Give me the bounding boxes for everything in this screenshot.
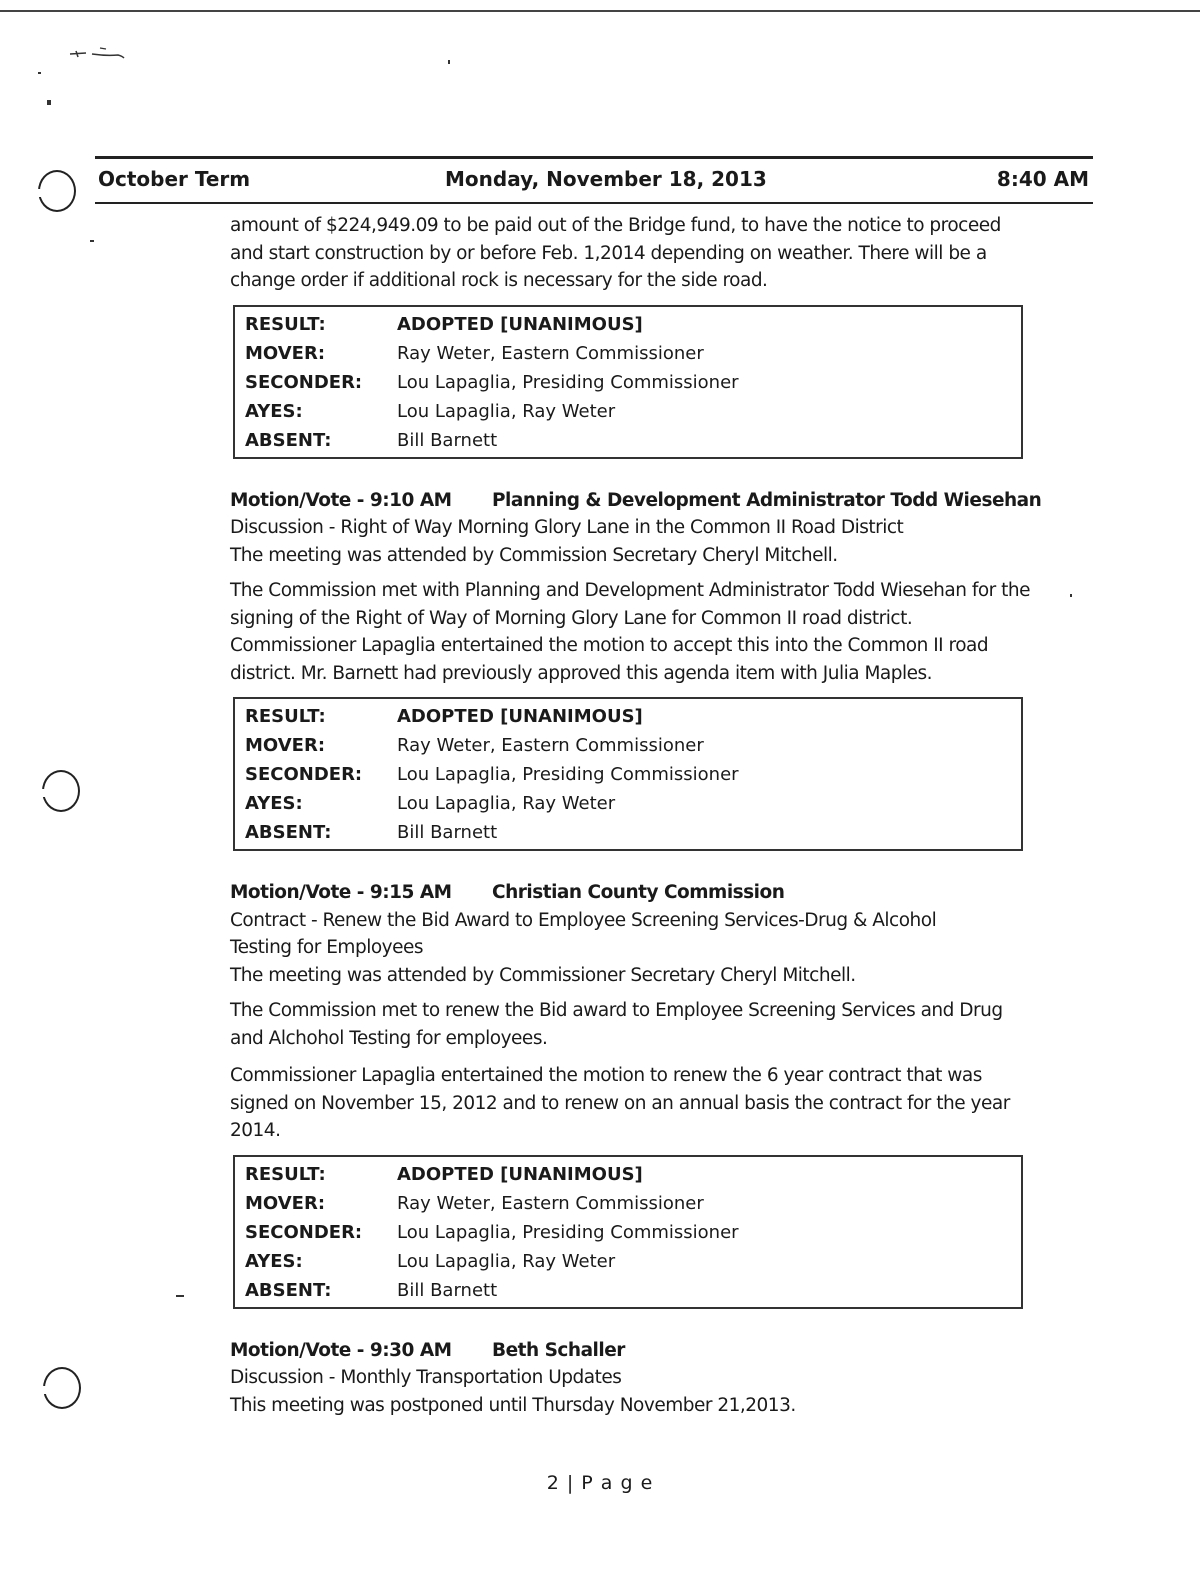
vote-seconder: Lou Lapaglia, Presiding Commissioner [397, 1221, 739, 1243]
scan-speck [38, 72, 41, 74]
scan-speck [47, 100, 51, 105]
vote-mover: Ray Weter, Eastern Commissioner [397, 342, 704, 364]
punch-hole [38, 170, 76, 212]
vote-ayes: Lou Lapaglia, Ray Weter [397, 400, 616, 422]
vote-result: ADOPTED [UNANIMOUS] [397, 313, 643, 335]
vote-table-1 [233, 305, 1023, 459]
motion-topic: Discussion - Right of Way Morning Glory Lane in the Common II Road District [230, 517, 904, 538]
page-header [95, 156, 1093, 204]
vote-seconder: Lou Lapaglia, Presiding Commissioner [397, 371, 739, 393]
vote-seconder: Lou Lapaglia, Presiding Commissioner [397, 764, 739, 785]
page-number: 2 | P a g e [546, 1472, 654, 1494]
vote-ayes: Lou Lapaglia, Ray Weter [397, 793, 616, 814]
vote-mover: Ray Weter, Eastern Commissioner [397, 735, 704, 756]
motion-attendance: This meeting was postponed until Thursday November 21,2013. [230, 1394, 796, 1416]
vote-label: MOVER: [245, 342, 326, 364]
vote-row-seconder [234, 368, 1022, 397]
vote-mover: Ray Weter, Eastern Commissioner [397, 1192, 704, 1214]
vote-row-ayes [234, 397, 1022, 426]
vote-row-mover [234, 1189, 1022, 1218]
vote-label: SECONDER: [245, 1221, 363, 1243]
motion-label: Motion/Vote - 9:10 AM [230, 489, 452, 511]
vote-label: MOVER: [245, 735, 326, 756]
motion-paragraph: The Commission met to renew the Bid award to Employee Screening Services and Drug and Alchohol Testing for employees. [230, 1000, 1003, 1049]
motion-section-1 [230, 487, 1042, 688]
scan-speck [448, 60, 450, 64]
motion-topic: Testing for Employees [230, 937, 423, 958]
vote-row-seconder [234, 760, 1022, 789]
vote-label: MOVER: [245, 1192, 326, 1214]
vote-result: ADOPTED [UNANIMOUS] [397, 1163, 643, 1185]
scan-speck [1070, 594, 1072, 597]
scan-speck [90, 240, 94, 242]
term-label: October Term [98, 167, 251, 191]
vote-label: SECONDER: [245, 371, 363, 393]
motion-presenter: Beth Schaller [492, 1339, 625, 1361]
vote-row-seconder [234, 1218, 1022, 1247]
vote-row-ayes [234, 1247, 1022, 1276]
vote-label: ABSENT: [245, 429, 332, 451]
motion-presenter: Christian County Commission [492, 882, 785, 903]
vote-row-result [234, 698, 1022, 731]
motion-attendance: The meeting was attended by Commissioner Secretary Cheryl Mitchell. [230, 964, 856, 986]
punch-hole [43, 1367, 81, 1409]
vote-label: ABSENT: [245, 1279, 332, 1301]
top-scan-edge [0, 10, 1200, 12]
motion-topic: Contract - Renew the Bid Award to Employee Screening Services-Drug & Alcohol [230, 909, 937, 931]
motion-heading [230, 879, 1030, 907]
motion-attendance: The meeting was attended by Commission Secretary Cheryl Mitchell. [230, 544, 838, 566]
vote-absent: Bill Barnett [397, 429, 498, 451]
vote-label: RESULT: [245, 706, 326, 727]
vote-row-mover [234, 339, 1022, 368]
scan-speck [176, 1295, 184, 1297]
vote-absent: Bill Barnett [397, 822, 498, 843]
motion-heading [230, 1337, 1030, 1365]
motion-section-3 [230, 1337, 1030, 1420]
punch-hole [42, 770, 80, 812]
vote-label: SECONDER: [245, 764, 363, 785]
vote-row-result [234, 1156, 1022, 1189]
minutes-body [230, 212, 1042, 1419]
vote-table-3 [233, 1155, 1023, 1309]
vote-table-2 [233, 697, 1023, 851]
vote-label: RESULT: [245, 313, 326, 335]
handwritten-mark [66, 46, 146, 116]
meeting-time: 8:40 AM [996, 167, 1089, 191]
vote-ayes: Lou Lapaglia, Ray Weter [397, 1250, 616, 1272]
vote-row-absent [234, 1276, 1022, 1308]
vote-row-absent [234, 426, 1022, 458]
vote-result: ADOPTED [UNANIMOUS] [397, 706, 643, 727]
meeting-date: Monday, November 18, 2013 [445, 167, 767, 191]
motion-section-2 [230, 879, 1030, 1145]
motion-presenter: Planning & Development Administrator Todd Wiesehan [492, 489, 1042, 511]
vote-label: AYES: [245, 1250, 303, 1272]
vote-row-result [234, 306, 1022, 339]
intro-paragraph: amount of $224,949.09 to be paid out of the Bridge fund, to have the notice to proceed and start construction by or before Feb. 1,2014 depending on weather. There will be a change order if additional rock is necessary for the side road. [230, 215, 1001, 291]
motion-label: Motion/Vote - 9:30 AM [230, 1339, 452, 1361]
vote-label: AYES: [245, 400, 303, 422]
vote-row-ayes [234, 789, 1022, 818]
vote-row-mover [234, 731, 1022, 760]
vote-label: AYES: [245, 793, 303, 814]
motion-topic: Discussion - Monthly Transportation Updates [230, 1367, 622, 1388]
vote-label: RESULT: [245, 1163, 326, 1185]
motion-label: Motion/Vote - 9:15 AM [230, 882, 452, 903]
motion-paragraph: The Commission met with Planning and Development Administrator Todd Wiesehan for the signing of the Right of Way of Morning Glory Lane for Common II road district. Commissioner Lapaglia entertained the motion to accept this into the Common II road district. Mr. Barnett had previously approved this agenda item with Julia Maples. [230, 580, 1031, 684]
motion-heading [230, 487, 1042, 515]
vote-row-absent [234, 818, 1022, 850]
vote-label: ABSENT: [245, 822, 332, 843]
vote-absent: Bill Barnett [397, 1279, 498, 1301]
motion-paragraph: Commissioner Lapaglia entertained the motion to renew the 6 year contract that was signed on November 15, 2012 and to renew on an annual basis the contract for the year 2014. [230, 1065, 1010, 1141]
